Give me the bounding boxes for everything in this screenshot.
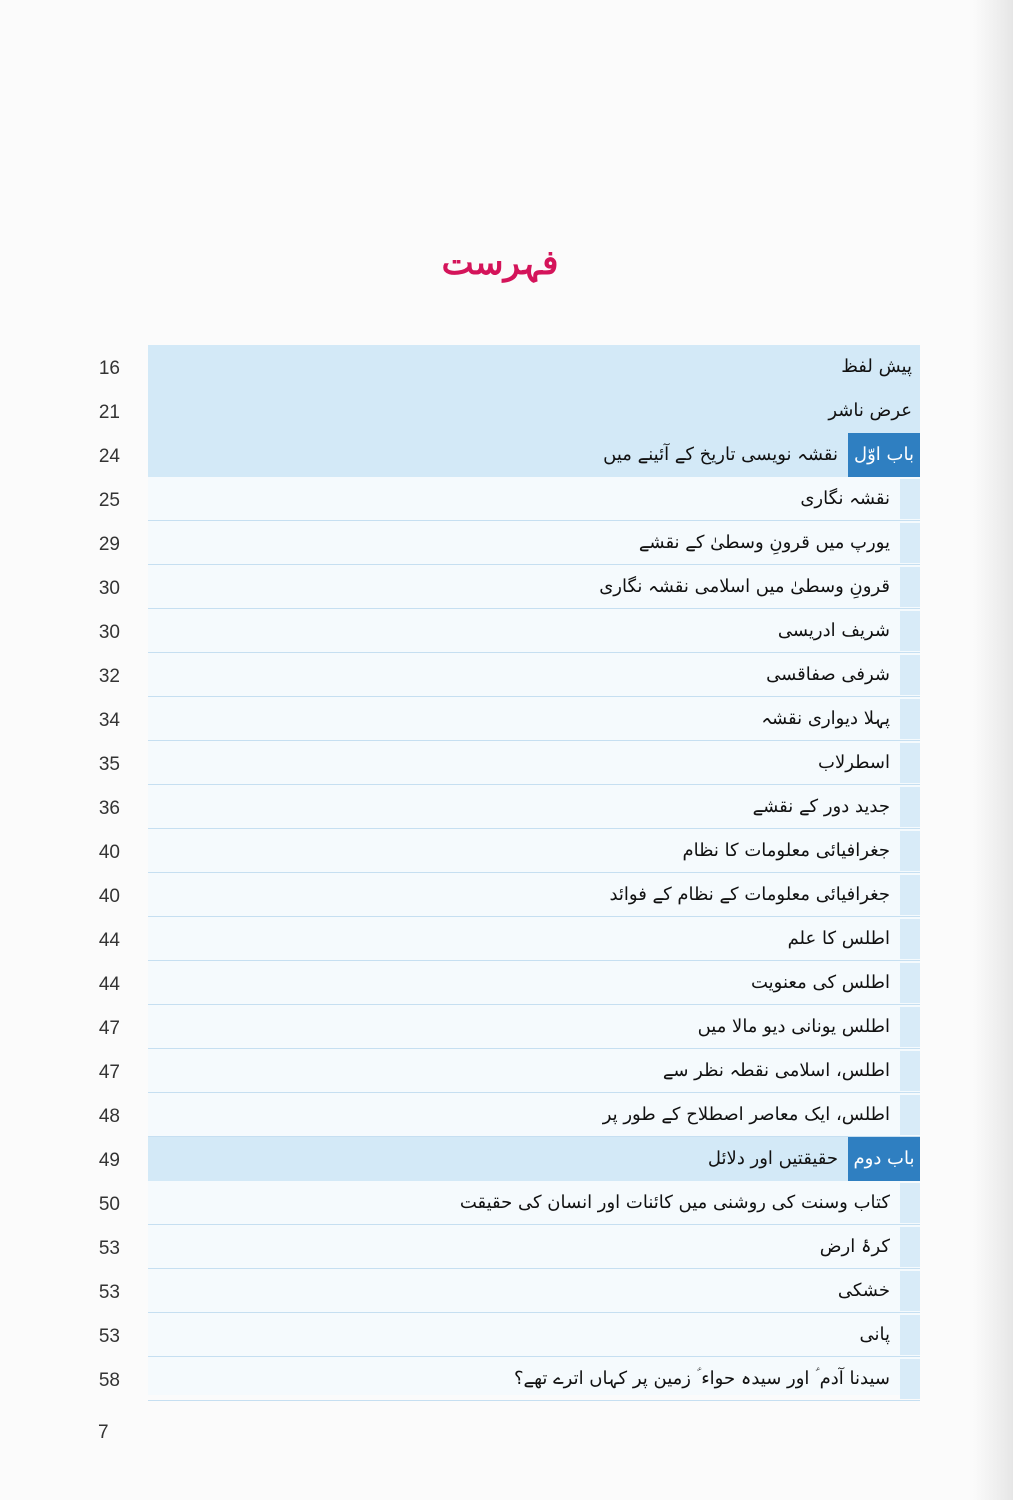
toc-section-row[interactable] (148, 477, 920, 521)
row-marker (900, 699, 920, 739)
toc-section-row[interactable] (148, 1093, 920, 1137)
row-marker (900, 787, 920, 827)
toc-page-number: 30 (98, 622, 120, 643)
toc-entry-title: جغرافیائی معلومات کے نظام کے فوائد (609, 884, 890, 905)
toc-page-number: 21 (98, 402, 120, 423)
toc-page-number: 47 (98, 1018, 120, 1039)
toc-section-row[interactable] (148, 873, 920, 917)
toc-front-matter-row[interactable] (148, 345, 920, 389)
toc-section-row[interactable] (148, 917, 920, 961)
toc-entry-title: پیش لفظ (841, 356, 912, 377)
toc-section-row[interactable] (148, 1225, 920, 1269)
toc-section-row[interactable] (148, 697, 920, 741)
toc-page-number: 53 (98, 1238, 120, 1259)
toc-entry-title: اطلس یونانی دیو مالا میں (697, 1016, 890, 1037)
toc-entry-title: پانی (859, 1324, 890, 1345)
toc-entry-title: جغرافیائی معلومات کا نظام (682, 840, 890, 861)
row-marker (900, 655, 920, 695)
toc-page-number: 44 (98, 974, 120, 995)
row-marker (900, 479, 920, 519)
toc-front-matter-row[interactable] (148, 389, 920, 433)
toc-section-row[interactable] (148, 1005, 920, 1049)
toc-entry-title: قرونِ وسطیٰ میں اسلامی نقشہ نگاری (599, 576, 890, 597)
toc-entry-title: اطلس کی معنویت (751, 972, 890, 993)
toc-page-number: 53 (98, 1326, 120, 1347)
toc-entry-title: پہلا دیواری نقشہ (761, 708, 890, 729)
toc-page-number: 47 (98, 1062, 120, 1083)
toc-page-number: 29 (98, 534, 120, 555)
toc-page-number: 58 (98, 1370, 120, 1391)
row-marker (900, 743, 920, 783)
toc-section-row[interactable] (148, 961, 920, 1005)
toc-page-number: 24 (98, 446, 120, 467)
row-marker (900, 611, 920, 651)
toc-page-number: 40 (98, 842, 120, 863)
toc-entry-title: جدید دور کے نقشے (752, 796, 890, 817)
row-marker (900, 523, 920, 563)
toc-section-row[interactable] (148, 609, 920, 653)
row-marker (900, 1315, 920, 1355)
toc-page-number: 35 (98, 754, 120, 775)
toc-page-number: 48 (98, 1106, 120, 1127)
toc-section-row[interactable] (148, 521, 920, 565)
chapter-label-chip: باب دوم (848, 1137, 920, 1181)
toc-page-number: 44 (98, 930, 120, 951)
toc-entry-title: یورپ میں قرونِ وسطیٰ کے نقشے (638, 532, 890, 553)
toc-section-row[interactable] (148, 741, 920, 785)
toc-page-number: 32 (98, 666, 120, 687)
page-title: فہرست (441, 243, 559, 283)
toc-section-row[interactable] (148, 1269, 920, 1313)
toc-entry-title: حقیقتیں اور دلائل (707, 1148, 838, 1169)
toc-page-number: 50 (98, 1194, 120, 1215)
toc-page-number: 34 (98, 710, 120, 731)
toc-entry-title: خشکی (837, 1280, 890, 1301)
row-marker (900, 1359, 920, 1399)
table-of-contents (148, 345, 920, 1395)
toc-section-row[interactable] (148, 1313, 920, 1357)
toc-page-number: 49 (98, 1150, 120, 1171)
toc-entry-title: کرۂ ارض (819, 1236, 890, 1257)
row-marker (900, 1183, 920, 1223)
row-marker (900, 831, 920, 871)
toc-chapter-row[interactable] (148, 1137, 920, 1181)
row-marker (900, 1007, 920, 1047)
toc-section-row[interactable] (148, 1181, 920, 1225)
toc-entry-title: شریف ادریسی (777, 620, 890, 641)
toc-section-row[interactable] (148, 785, 920, 829)
toc-entry-title: نقشہ نگاری (800, 488, 890, 509)
row-marker (900, 1271, 920, 1311)
chapter-label-chip: باب اوّل (848, 433, 920, 477)
toc-page-number: 16 (98, 358, 120, 379)
toc-entry-title: اسطرلاب (818, 752, 890, 773)
toc-page-number: 36 (98, 798, 120, 819)
toc-entry-title: سیدنا آدم ؑ اور سیدہ حواء ؑ زمین پر کہاں اترے تھے؟ (513, 1368, 890, 1389)
toc-entry-title: اطلس، اسلامی نقطہ نظر سے (662, 1060, 890, 1081)
toc-entry-title: اطلس، ایک معاصر اصطلاح کے طور پر (602, 1104, 890, 1125)
toc-entry-title: نقشہ نویسی تاریخ کے آئینے میں (603, 444, 838, 465)
toc-section-row[interactable] (148, 1357, 920, 1401)
toc-entry-title: شرفی صفاقسی (766, 664, 890, 685)
toc-entry-title: کتاب وسنت کی روشنی میں کائنات اور انسان کی حقیقت (459, 1192, 890, 1213)
toc-page-number: 30 (98, 578, 120, 599)
row-marker (900, 963, 920, 1003)
toc-entry-title: اطلس کا علم (787, 928, 890, 949)
toc-entry-title: عرض ناشر (828, 400, 912, 421)
folio-number: 7 (98, 1422, 109, 1443)
toc-page-number: 53 (98, 1282, 120, 1303)
row-marker (900, 875, 920, 915)
page-gutter-shadow (973, 0, 1013, 1500)
row-marker (900, 1227, 920, 1267)
toc-chapter-row[interactable] (148, 433, 920, 477)
row-marker (900, 1051, 920, 1091)
toc-section-row[interactable] (148, 565, 920, 609)
row-marker (900, 1095, 920, 1135)
toc-section-row[interactable] (148, 1049, 920, 1093)
toc-section-row[interactable] (148, 653, 920, 697)
toc-page-number: 25 (98, 490, 120, 511)
row-marker (900, 567, 920, 607)
toc-page-number: 40 (98, 886, 120, 907)
row-marker (900, 919, 920, 959)
toc-section-row[interactable] (148, 829, 920, 873)
